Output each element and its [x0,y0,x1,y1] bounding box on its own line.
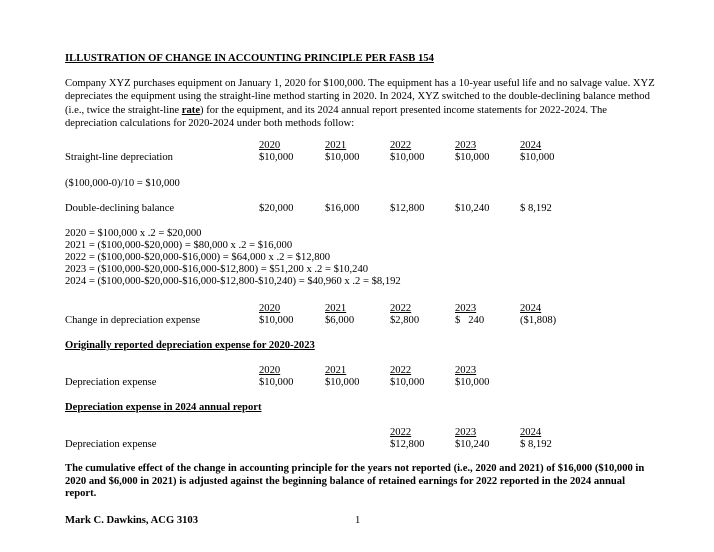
year-header: 2021 [325,365,347,376]
year-header: 2022 [390,365,412,376]
report-2024-label: Depreciation expense [65,439,157,450]
year-header: 2023 [455,303,477,314]
ddb-calc-line: 2020 = $100,000 x .2 = $20,000 [65,228,202,239]
change-value: ($1,808) [520,315,557,326]
year-header: 2023 [455,140,477,151]
original-value: $10,000 [259,377,294,388]
ddb-label: Double-declining balance [65,203,175,214]
straight-line-value: $10,000 [455,152,490,163]
year-header: 2022 [390,303,412,314]
straight-line-value: $10,000 [390,152,425,163]
straight-line-value: $10,000 [259,152,294,163]
rate-word: rate [181,104,201,116]
change-value: $2,800 [390,315,420,326]
year-header: 2020 [259,303,281,314]
ddb-calc-line: 2023 = ($100,000-$20,000-$16,000-$12,800) = $51,200 x .2 = $10,240 [65,264,369,275]
straight-line-label: Straight-line depreciation [65,152,173,163]
year-header: 2020 [259,140,281,151]
year-header: 2021 [325,303,347,314]
report-2024-value: $12,800 [390,439,425,450]
change-value: $10,000 [259,315,294,326]
intro-text-1: Company XYZ purchases equipment on January 1, 2020 for $100,000. The equipment has a 10-year useful life and no salvage value. XYZ depreciates the equipment using the straight-line method starting in 2020. In 2024, XYZ switched to the double-declining balance method (i.e., twice the straight-line [65,78,655,116]
straight-line-formula: ($100,000-0)/10 = $10,000 [65,178,180,189]
report-2024-heading: Depreciation expense in 2024 annual report [65,402,262,413]
ddb-calc-line: 2021 = ($100,000-$20,000) = $80,000 x .2 = $16,000 [65,240,293,251]
year-header: 2024 [520,303,542,314]
change-value: $6,000 [325,315,355,326]
original-value: $10,000 [455,377,490,388]
footer-author: Mark C. Dawkins, ACG 3103 [65,515,199,526]
change-label: Change in depreciation expense [65,315,201,326]
page-number: 1 [355,515,361,526]
ddb-value: $ 8,192 [520,203,552,214]
year-header: 2023 [455,365,477,376]
report-2024-value: $10,240 [455,439,490,450]
intro-text-2: ) for the equipment, and its 2024 annual report presented income statements for 2022-2024. The depreciation calculations for 2020-2024 under both methods follow: [65,104,607,130]
year-header: 2022 [390,427,412,438]
straight-line-value: $10,000 [520,152,555,163]
original-label: Depreciation expense [65,377,157,388]
ddb-calc-line: 2024 = ($100,000-$20,000-$16,000-$12,800-$10,240) = $40,960 x .2 = $8,192 [65,276,401,287]
report-2024-value: $ 8,192 [520,439,552,450]
original-value: $10,000 [325,377,360,388]
year-header: 2024 [520,140,542,151]
conclusion-paragraph: The cumulative effect of the change in accounting principle for the years not reported (i.e., 2020 and 2021) of $16,000 ($10,000 in 2020 and $6,000 in 2021) is adjusted against the beginning balance of retained earnings for 2022 reported in the 2024 annual report. [65,463,645,500]
document-title: ILLUSTRATION OF CHANGE IN ACCOUNTING PRINCIPLE PER FASB 154 [65,53,434,64]
original-value: $10,000 [390,377,425,388]
year-header: 2020 [259,365,281,376]
ddb-value: $12,800 [390,203,425,214]
change-value: $ 240 [455,315,485,326]
ddb-calc-line: 2022 = ($100,000-$20,000-$16,000) = $64,000 x .2 = $12,800 [65,252,331,263]
year-header: 2023 [455,427,477,438]
year-header: 2022 [390,140,412,151]
intro-paragraph [65,77,655,131]
ddb-value: $16,000 [325,203,360,214]
ddb-value: $20,000 [259,203,294,214]
straight-line-value: $10,000 [325,152,360,163]
ddb-value: $10,240 [455,203,490,214]
original-heading: Originally reported depreciation expense for 2020-2023 [65,340,315,351]
year-header: 2021 [325,140,347,151]
year-header: 2024 [520,427,542,438]
